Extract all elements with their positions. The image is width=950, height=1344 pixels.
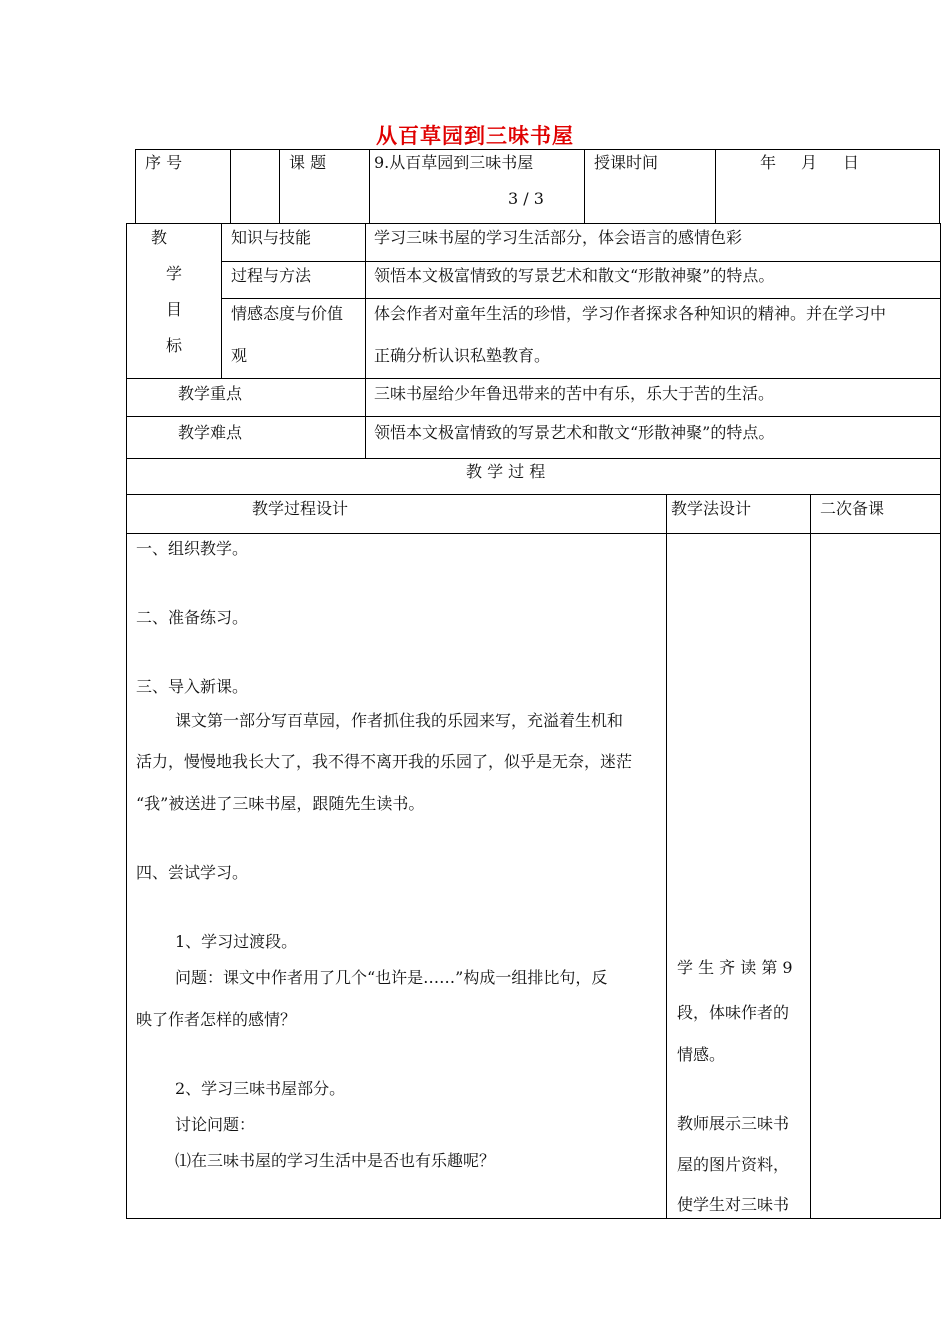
divider xyxy=(810,494,811,1219)
sub-heading: 1、学习过渡段。 xyxy=(175,932,298,951)
year-label: 年 xyxy=(760,153,777,172)
objective-value: 体会作者对童年生活的珍惜，学习作者探求各种知识的精神。并在学习中 xyxy=(374,304,887,323)
divider xyxy=(365,223,366,458)
objective-value: 学习三味书屋的学习生活部分，体会语言的感情色彩 xyxy=(374,228,743,247)
divider xyxy=(126,494,941,495)
discussion-question: ⑴在三味书屋的学习生活中是否也有乐趣呢？ xyxy=(175,1151,496,1170)
col-backup-header: 二次备课 xyxy=(820,499,885,518)
divider xyxy=(230,149,231,224)
divider xyxy=(221,223,222,378)
process-heading: 教 学 过 程 xyxy=(466,462,546,481)
divider xyxy=(666,494,667,1219)
paragraph-line: “我”被送进了三味书屋，跟随先生读书。 xyxy=(136,794,425,813)
objectives-label-char: 目 xyxy=(166,300,183,319)
header-table xyxy=(135,149,940,224)
difficulty-label: 教学难点 xyxy=(178,423,243,442)
col-design-header: 教学过程设计 xyxy=(252,499,349,518)
divider xyxy=(715,149,716,224)
objective-value: 领悟本文极富情致的写景艺术和散文“形散神聚”的特点。 xyxy=(374,266,775,285)
divider xyxy=(279,149,280,224)
seq-label: 序 号 xyxy=(145,153,183,172)
lesson-count: 3 / 3 xyxy=(508,189,544,208)
question-line: 问题：课文中作者用了几个“也许是……”构成一组排比句，反 xyxy=(175,968,608,987)
divider xyxy=(126,458,941,459)
method-note: 屋的图片资料， xyxy=(677,1155,790,1174)
method-note: 情感。 xyxy=(677,1045,726,1064)
question-line: 映了作者怎样的感情？ xyxy=(136,1010,297,1029)
method-note: 学 生 齐 读 第 9 xyxy=(677,958,793,977)
section-heading: 二、准备练习。 xyxy=(136,608,249,627)
month-label: 月 xyxy=(801,153,818,172)
objectives-label-char: 标 xyxy=(166,336,183,355)
discussion-label: 讨论问题： xyxy=(175,1115,256,1134)
section-heading: 四、尝试学习。 xyxy=(136,863,249,882)
objectives-label-char: 学 xyxy=(166,264,183,283)
page-title: 从百草园到三味书屋 xyxy=(376,124,574,148)
difficulty-value: 领悟本文极富情致的写景艺术和散文“形散神聚”的特点。 xyxy=(374,423,775,442)
divider xyxy=(126,378,941,379)
objective-name: 过程与方法 xyxy=(231,266,312,285)
topic-label: 课 题 xyxy=(289,153,327,172)
day-label: 日 xyxy=(843,153,860,172)
divider xyxy=(126,533,941,534)
col-method-header: 教学法设计 xyxy=(671,499,752,518)
topic-value: 9.从百草园到三味书屋 xyxy=(374,153,534,172)
objective-name: 观 xyxy=(231,346,248,365)
focus-label: 教学重点 xyxy=(178,384,243,403)
sub-heading: 2、学习三味书屋部分。 xyxy=(175,1079,346,1098)
divider xyxy=(221,261,941,262)
section-heading: 一、组织教学。 xyxy=(136,539,249,558)
time-label: 授课时间 xyxy=(594,153,659,172)
method-note: 使学生对三味书 xyxy=(677,1195,790,1214)
focus-value: 三味书屋给少年鲁迅带来的苦中有乐，乐大于苦的生活。 xyxy=(374,384,775,403)
objective-name: 知识与技能 xyxy=(231,228,312,247)
paragraph-line: 课文第一部分写百草园，作者抓住我的乐园来写，充溢着生机和 xyxy=(175,711,624,730)
divider xyxy=(126,416,941,417)
divider xyxy=(369,149,370,224)
objective-name: 情感态度与价值 xyxy=(231,304,344,323)
divider xyxy=(221,298,941,299)
section-heading: 三、导入新课。 xyxy=(136,677,249,696)
paragraph-line: 活力，慢慢地我长大了，我不得不离开我的乐园了，似乎是无奈，迷茫 xyxy=(136,752,633,771)
divider xyxy=(584,149,585,224)
objective-value: 正确分析认识私塾教育。 xyxy=(374,346,551,365)
method-note: 段，体味作者的 xyxy=(677,1003,790,1022)
objectives-label-char: 教 xyxy=(151,228,168,247)
method-note: 教师展示三味书 xyxy=(677,1114,790,1133)
